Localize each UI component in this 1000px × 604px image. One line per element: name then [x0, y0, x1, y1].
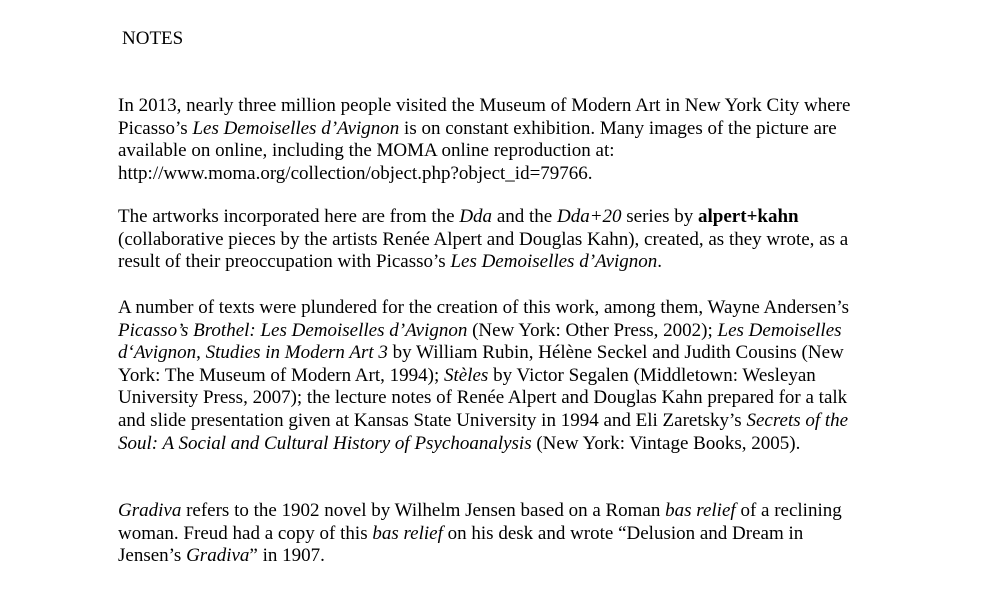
text-line: The artworks incorporated here are from the Dda and the Dda+20 series by alpert+kahn: [118, 206, 799, 227]
page-title: NOTES: [122, 28, 184, 49]
text-line: Jensen’s Gradiva” in 1907.: [118, 545, 325, 567]
text-line: Soul: A Social and Cultural History of Psychoanalysis (New York: Vintage Books, 2005).: [118, 432, 801, 454]
text-line: University Press, 2007); the lecture notes of Renée Alpert and Douglas Kahn prepared for a talk: [118, 387, 848, 409]
text-line: and slide presentation given at Kansas State University in 1994 and Eli Zaretsky’s Secrets of the: [118, 409, 849, 431]
text-line: Picasso’s Les Demoiselles d’Avignon is on constant exhibition. Many images of the picture are: [118, 117, 837, 139]
text-line: available on online, including the MOMA online reproduction at:: [118, 140, 615, 162]
text-line: d‘Avignon, Studies in Modern Art 3 by William Rubin, Hélène Seckel and Judith Cousins (New: [118, 342, 844, 364]
paragraph-sources: [118, 297, 898, 455]
text-line: (collaborative pieces by the artists Renée Alpert and Douglas Kahn), created, as they wrote, as a: [118, 228, 849, 250]
text-line: result of their preoccupation with Picasso’s Les Demoiselles d’Avignon.: [118, 251, 663, 273]
paragraph-artworks: [118, 206, 898, 274]
text-line: Picasso’s Brothel: Les Demoiselles d’Avignon (New York: Other Press, 2002); Les Demoiselles: [118, 319, 842, 341]
artist-name: alpert+kahn: [698, 206, 799, 227]
text-line: woman. Freud had a copy of this bas relief on his desk and wrote “Delusion and Dream in: [118, 522, 804, 544]
paragraph-gradiva: [118, 500, 898, 568]
paragraph-moma: [118, 95, 898, 185]
text-line: York: The Museum of Modern Art, 1994); Stèles by Victor Segalen (Middletown: Wesleyan: [118, 364, 816, 386]
text-line: Gradiva refers to the 1902 novel by Wilhelm Jensen based on a Roman bas relief of a reclining: [118, 500, 842, 521]
text-line: In 2013, nearly three million people visited the Museum of Modern Art in New York City where: [118, 95, 851, 116]
text-line: A number of texts were plundered for the creation of this work, among them, Wayne Andersen’s: [118, 297, 850, 318]
moma-url: http://www.moma.org/collection/object.php?object_id=79766.: [118, 162, 593, 184]
